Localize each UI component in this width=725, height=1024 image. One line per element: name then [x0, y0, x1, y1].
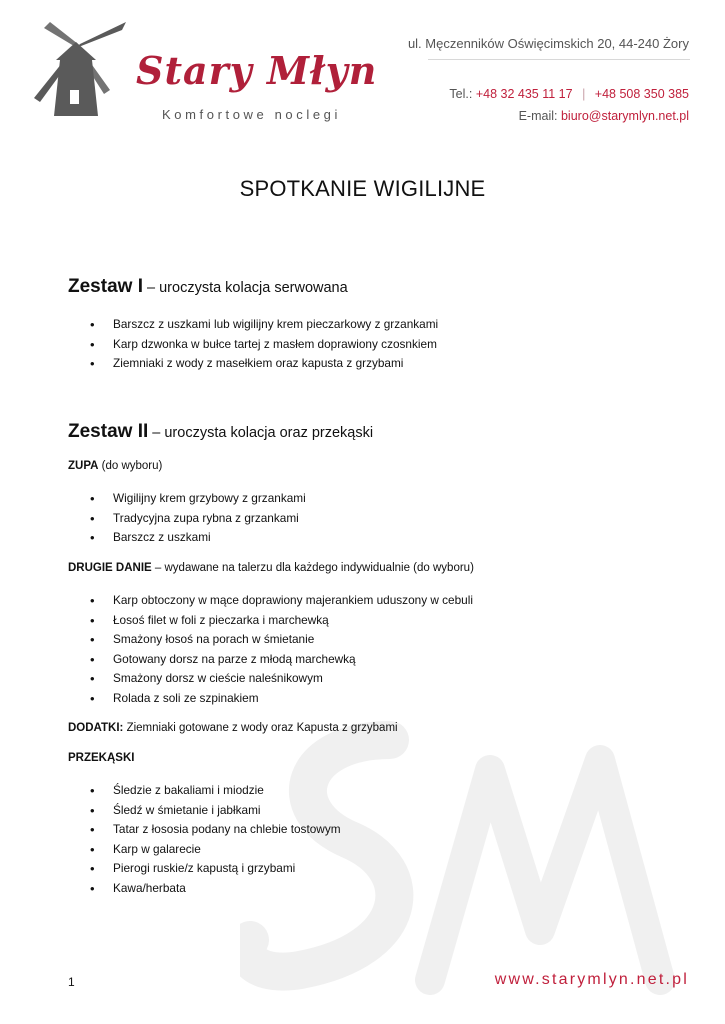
list-item: • Karp dzwonka w bułce tartej z masłem doprawiony czosnkiem: [0, 335, 438, 355]
main-course-label-strong: DRUGIE DANIE: [68, 562, 152, 574]
phone-link-2[interactable]: +48 508 350 385: [594, 87, 689, 101]
list-item: • Tatar z łososia podany na chlebie tostowym: [0, 820, 341, 840]
list-item: • Karp obtoczony w mące doprawiony majerankiem uduszony w cebuli: [0, 591, 473, 611]
page-number: 1: [68, 975, 75, 989]
phone-link-1[interactable]: +48 32 435 11 17: [475, 87, 573, 101]
list-item: • Wigilijny krem grzybowy z grzankami: [0, 489, 306, 509]
set-1-items: [0, 315, 438, 374]
email-line: [519, 109, 689, 123]
email-link[interactable]: biuro@starymlyn.net.pl: [560, 109, 689, 123]
list-item: • Gotowany dorsz na parze z młodą marchewką: [0, 650, 473, 670]
address: ul. Męczenników Oświęcimskich 20, 44-240 Żory: [407, 36, 689, 51]
list-item: • Śledzie z bakaliami i miodzie: [0, 781, 341, 801]
main-course-label: [68, 562, 474, 574]
snacks-label: [68, 752, 134, 764]
snack-items: [0, 781, 341, 898]
phone-line: [449, 87, 689, 101]
list-item: • Smażony łosoś na porach w śmietanie: [0, 630, 473, 650]
brand-name: Stary Młyn: [136, 48, 378, 93]
set-2-heading: [68, 421, 373, 443]
soup-items: [0, 489, 306, 548]
soup-note: (do wyboru): [98, 460, 163, 472]
main-course-items: [0, 591, 473, 708]
website-link[interactable]: www.starymlyn.net.pl: [494, 971, 689, 988]
page-title: SPOTKANIE WIGILIJNE: [239, 176, 486, 201]
list-item: • Śledź w śmietanie i jabłkami: [0, 801, 341, 821]
main-course-note: – wydawane na talerzu dla każdego indywidualnie (do wyboru): [151, 562, 474, 574]
list-item: • Ziemniaki z wody z masełkiem oraz kapusta z grzybami: [0, 354, 438, 374]
windmill-icon: [30, 20, 130, 120]
list-item: • Pierogi ruskie/z kapustą i grzybami: [0, 859, 341, 879]
soup-label-strong: ZUPA: [68, 460, 99, 472]
set-1-name: Zestaw I: [68, 276, 143, 297]
extras-text: Ziemniaki gotowane z wody oraz Kapusta z grzybami: [123, 722, 398, 734]
set-1-heading: [68, 276, 348, 298]
extras-line: [68, 722, 398, 734]
set-2-name: Zestaw II: [68, 421, 149, 442]
list-item: • Rolada z soli ze szpinakiem: [0, 689, 473, 709]
list-item: • Łosoś filet w foli z pieczarka i marchewką: [0, 611, 473, 631]
snacks-label-strong: PRZEKĄSKI: [68, 752, 135, 764]
list-item: • Tradycyjna zupa rybna z grzankami: [0, 509, 306, 529]
phone-separator: |: [582, 87, 586, 101]
list-item: • Barszcz z uszkami: [0, 528, 306, 548]
set-1-desc: – uroczysta kolacja serwowana: [142, 280, 348, 296]
list-item: • Barszcz z uszkami lub wigilijny krem pieczarkowy z grzankami: [0, 315, 438, 335]
set-2-desc: – uroczysta kolacja oraz przekąski: [148, 425, 374, 441]
list-item: • Kawa/herbata: [0, 879, 341, 899]
extras-label: DODATKI:: [68, 722, 124, 734]
email-label: E-mail:: [518, 109, 558, 123]
tel-label: Tel.:: [449, 87, 473, 101]
address-divider: [428, 59, 690, 60]
letterhead: [0, 0, 725, 140]
brand-tagline: Komfortowe noclegi: [162, 107, 341, 122]
soup-label: [68, 460, 162, 472]
list-item: • Smażony dorsz w cieście naleśnikowym: [0, 669, 473, 689]
list-item: • Karp w galarecie: [0, 840, 341, 860]
